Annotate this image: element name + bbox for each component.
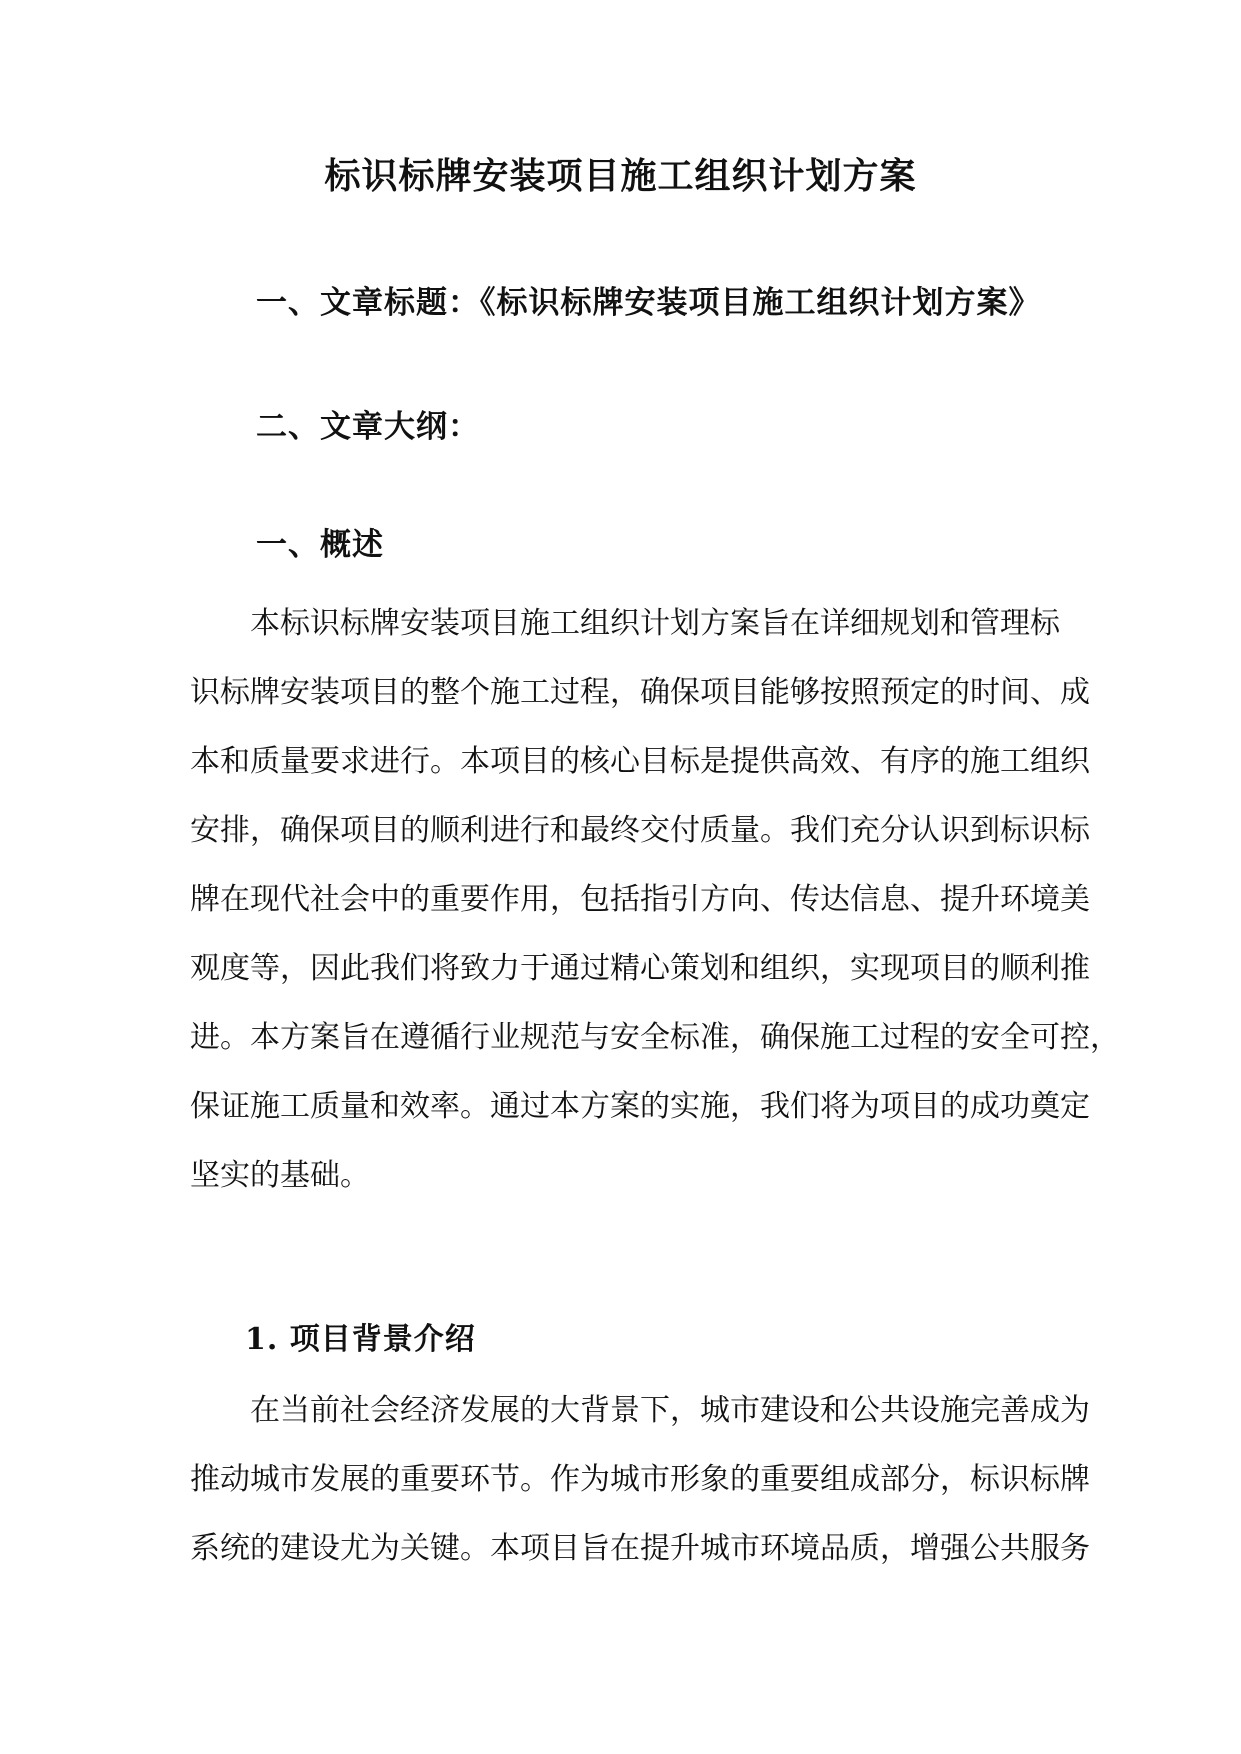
- heading-overview: 一、概述: [256, 527, 384, 563]
- paragraph-line: 系统的建设尤为关键。本项目旨在提升城市环境品质，增强公共服务: [190, 1531, 1090, 1566]
- paragraph-line: 本和质量要求进行。本项目的核心目标是提供高效、有序的施工组织: [190, 744, 1090, 779]
- heading-article-title: 一、文章标题：《标识标牌安装项目施工组织计划方案》: [256, 285, 1041, 321]
- paragraph-line: 进。本方案旨在遵循行业规范与安全标准，确保施工过程的安全可控，: [190, 1020, 1120, 1055]
- paragraph-line: 推动城市发展的重要环节。作为城市形象的重要组成部分，标识标牌: [190, 1462, 1090, 1497]
- paragraph-line: 坚实的基础。: [190, 1158, 370, 1193]
- heading-outline: 二、文章大纲：: [256, 409, 480, 445]
- heading-project-background: 1. 项目背景介绍: [245, 1322, 476, 1357]
- paragraph-line: 在当前社会经济发展的大背景下，城市建设和公共设施完善成为: [250, 1393, 1090, 1428]
- background-paragraph: [190, 1389, 1090, 1596]
- paragraph-line: 安排，确保项目的顺利进行和最终交付质量。我们充分认识到标识标: [190, 813, 1090, 848]
- overview-paragraph: [190, 602, 1120, 1223]
- paragraph-line: 保证施工质量和效率。通过本方案的实施，我们将为项目的成功奠定: [190, 1089, 1090, 1124]
- paragraph-line: 观度等，因此我们将致力于通过精心策划和组织，实现项目的顺利推: [190, 951, 1090, 986]
- paragraph-line: 牌在现代社会中的重要作用，包括指引方向、传达信息、提升环境美: [190, 882, 1090, 917]
- paragraph-line: 本标识标牌安装项目施工组织计划方案旨在详细规划和管理标: [250, 606, 1060, 641]
- document-title: 标识标牌安装项目施工组织计划方案: [324, 155, 917, 197]
- paragraph-line: 识标牌安装项目的整个施工过程，确保项目能够按照预定的时间、成: [190, 675, 1090, 710]
